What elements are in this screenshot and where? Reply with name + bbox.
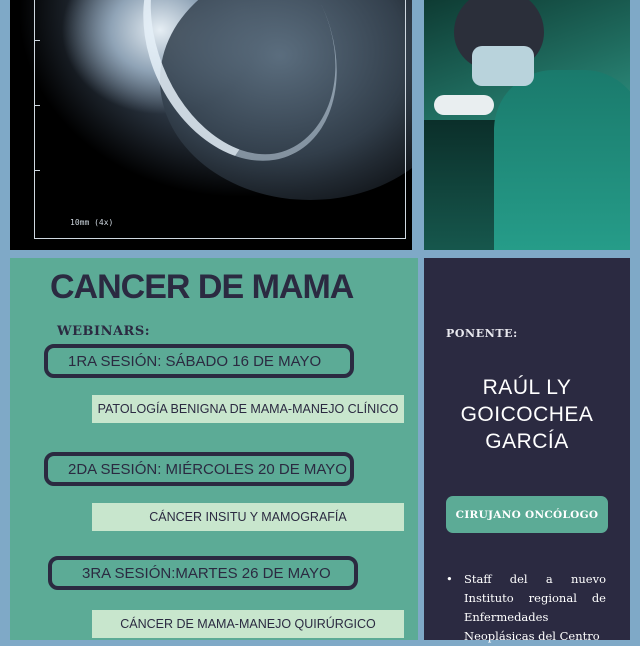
session-3-topic xyxy=(92,610,404,638)
session-2-topic xyxy=(92,503,404,531)
session-2-date xyxy=(44,452,354,486)
ponente-label: PONENTE: xyxy=(446,327,518,340)
mammogram-image xyxy=(10,0,412,250)
speaker-name xyxy=(430,374,624,455)
session-label: 1RA SESIÓN: SÁBADO 16 DE MAYO xyxy=(68,352,322,370)
scale-tick xyxy=(34,40,40,41)
speaker-name-line: GARCÍA xyxy=(485,430,569,453)
session-label: 3RA SESIÓN:MARTES 26 DE MAYO xyxy=(82,564,331,582)
speaker-name-line: GOICOCHEA xyxy=(460,403,594,426)
surgical-mask xyxy=(472,46,534,86)
bullet-icon: • xyxy=(446,572,453,586)
topic-label: PATOLOGÍA BENIGNA DE MAMA-MANEJO CLÍNICO xyxy=(97,402,399,416)
mammogram-scale-label: 10mm (4x) xyxy=(70,218,114,227)
mammogram-frame xyxy=(34,0,406,239)
session-1-topic xyxy=(92,395,404,423)
surgeon-gown xyxy=(494,70,630,250)
session-3-date xyxy=(48,556,358,590)
scale-tick xyxy=(34,170,40,171)
speaker-role-badge: CIRUJANO ONCÓLOGO xyxy=(446,496,608,533)
speaker-bio-text: Staff del a nuevo Instituto regional de Enfermedades Neoplásicas del Centro xyxy=(464,572,606,643)
speaker-bio xyxy=(446,570,606,646)
speaker-name-line: RAÚL LY xyxy=(482,376,572,399)
topic-label: CÁNCER DE MAMA-MANEJO QUIRÚRGICO xyxy=(120,617,376,631)
scale-tick xyxy=(34,105,40,106)
page-title: CANCER DE MAMA xyxy=(50,268,354,306)
surgical-glove xyxy=(434,95,494,115)
session-label: 2DA SESIÓN: MIÉRCOLES 20 DE MAYO xyxy=(68,460,347,478)
session-1-date xyxy=(44,344,354,378)
webinars-label: WEBINARS: xyxy=(57,324,151,339)
surgeon-photo xyxy=(424,0,630,250)
topic-label: CÁNCER INSITU Y MAMOGRAFÍA xyxy=(149,510,347,524)
